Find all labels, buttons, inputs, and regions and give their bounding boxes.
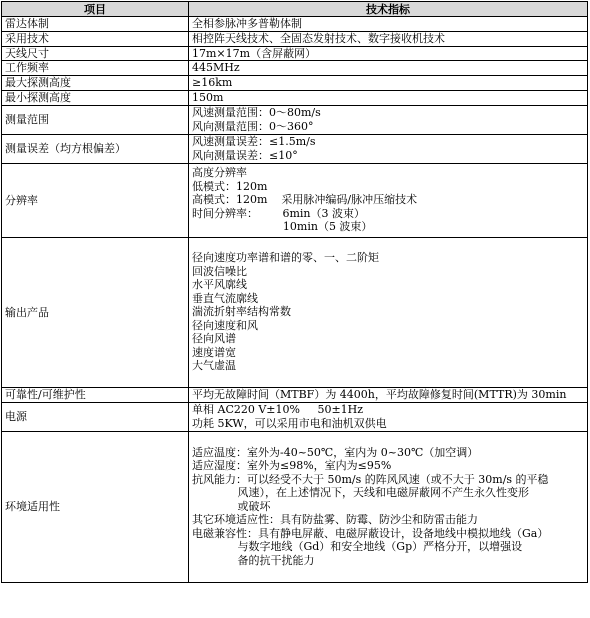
row-spec-value — [189, 163, 588, 237]
row-item-label — [2, 31, 189, 46]
spec-line: 445MHz — [192, 61, 240, 74]
row-item-label — [2, 402, 189, 431]
item-text: 最小探测高度 — [5, 91, 71, 104]
row-spec-value — [189, 17, 588, 32]
header-spec: 技术指标 — [189, 2, 588, 17]
spec-line: 低模式：120m — [192, 179, 268, 193]
spec-line: 径向风谱 — [192, 332, 236, 346]
spec-line: 抗风能力：可以经受不大于 50m/s 的阵风风速（或不大于 30m/s 的平稳 — [192, 472, 549, 486]
header-item: 项目 — [2, 2, 189, 17]
row-spec-value — [189, 134, 588, 163]
table-row — [2, 90, 588, 105]
row-item-label — [2, 46, 189, 61]
spec-line: 备的抗干扰能力 — [192, 553, 315, 567]
spec-line: ≥16km — [192, 75, 233, 89]
spec-line: 电磁兼容性：具有静电屏蔽、电磁屏蔽设计，设备地线中模拟地线（Ga） — [192, 526, 549, 540]
row-spec-value — [189, 31, 588, 46]
item-text: 最大探测高度 — [5, 76, 71, 89]
row-spec-value — [189, 46, 588, 61]
table-row — [2, 17, 588, 32]
spec-line: 相控阵天线技术、全固态发射技术、数字接收机技术 — [192, 31, 445, 45]
row-item-label — [2, 105, 189, 134]
spec-line: 径向速度功率谱和谱的零、一、二阶矩 — [192, 251, 379, 265]
table-body — [2, 17, 588, 583]
row-spec-value — [189, 105, 588, 134]
spec-line: 功耗 5KW，可以采用市电和油机双供电 — [192, 416, 387, 430]
item-text: 雷达体制 — [5, 17, 49, 31]
spec-line: 垂直气流廓线 — [192, 291, 258, 305]
spec-line: 全相参脉冲多普勒体制 — [192, 17, 302, 30]
table-row — [2, 46, 588, 61]
item-text: 电源 — [5, 410, 27, 423]
table-row — [2, 163, 588, 237]
row-item-label — [2, 237, 189, 387]
spec-line: 10min（5 波束） — [192, 220, 373, 234]
spec-line: 与数字地线（Gd）和安全地线（Gp）严格分开，以增强设 — [192, 540, 523, 554]
item-text: 天线尺寸 — [5, 46, 49, 60]
spec-line: 或破坏 — [192, 499, 271, 513]
spec-line: 径向速度和风 — [192, 318, 258, 332]
spec-line: 风速），在上述情况下，天线和电磁屏蔽网不产生永久性变形 — [192, 486, 529, 500]
row-spec-value — [189, 75, 588, 90]
table-row — [2, 431, 588, 582]
table-row — [2, 134, 588, 163]
item-text: 工作频率 — [5, 61, 49, 75]
row-spec-value — [189, 431, 588, 582]
row-item-label — [2, 387, 189, 402]
item-text: 输出产品 — [5, 305, 49, 319]
row-item-label — [2, 90, 189, 105]
table-row — [2, 31, 588, 46]
table-row — [2, 75, 588, 90]
spec-line: 风向测量范围：0～360° — [192, 119, 314, 133]
table-row — [2, 61, 588, 76]
spec-line: 150m — [192, 90, 224, 104]
spec-line: 适应温度：室外为-40~50℃，室内为 0~30℃（加空调） — [192, 445, 479, 459]
spec-line: 大气虚温 — [192, 359, 236, 373]
item-text: 分辨率 — [5, 193, 38, 207]
row-item-label — [2, 134, 189, 163]
item-text: 采用技术 — [5, 32, 49, 45]
spec-table — [1, 1, 588, 583]
item-text: 测量误差（均方根偏差） — [5, 142, 126, 155]
spec-line: 风速测量误差：≤1.5m/s — [192, 135, 316, 148]
item-text: 测量范围 — [5, 113, 49, 126]
row-item-label — [2, 61, 189, 76]
spec-line: 其它环境适应性：具有防盐雾、防霉、防沙尘和防雷击能力 — [192, 513, 478, 527]
row-item-label — [2, 431, 189, 582]
row-item-label — [2, 17, 189, 32]
spec-line: 回波信噪比 — [192, 264, 247, 278]
spec-line: 适应湿度：室外为≤98%，室内为≤95% — [192, 459, 392, 473]
spec-line: 湍流折射率结构常数 — [192, 305, 291, 319]
row-spec-value — [189, 387, 588, 402]
table-row — [2, 237, 588, 387]
spec-line: 风速测量范围：0～80m/s — [192, 106, 321, 119]
spec-line: 单相 AC220 V±10% 50±1Hz — [192, 403, 364, 416]
spec-line: 速度谱宽 — [192, 345, 236, 359]
table-header-row — [2, 2, 588, 17]
row-item-label — [2, 75, 189, 90]
spec-line: 17m×17m（含屏蔽网） — [192, 46, 317, 60]
spec-line: 时间分辨率： 6min（3 波束） — [192, 206, 366, 220]
spec-line: 高模式：120m 采用脉冲编码/脉冲压缩技术 — [192, 193, 418, 207]
spec-line: 风向测量误差：≤10° — [192, 148, 298, 162]
row-spec-value — [189, 90, 588, 105]
table-row — [2, 402, 588, 431]
table-row — [2, 387, 588, 402]
spec-line: 平均无故障时间（MTBF）为 4400h，平均故障修复时间(MTTR)为 30min — [192, 387, 567, 401]
item-text: 可靠性/可维护性 — [5, 388, 86, 401]
row-item-label — [2, 163, 189, 237]
row-spec-value — [189, 402, 588, 431]
row-spec-value — [189, 61, 588, 76]
table-row — [2, 105, 588, 134]
row-spec-value — [189, 237, 588, 387]
spec-line: 高度分辨率 — [192, 166, 247, 180]
spec-line: 水平风廓线 — [192, 278, 247, 292]
item-text: 环境适用性 — [5, 500, 60, 513]
